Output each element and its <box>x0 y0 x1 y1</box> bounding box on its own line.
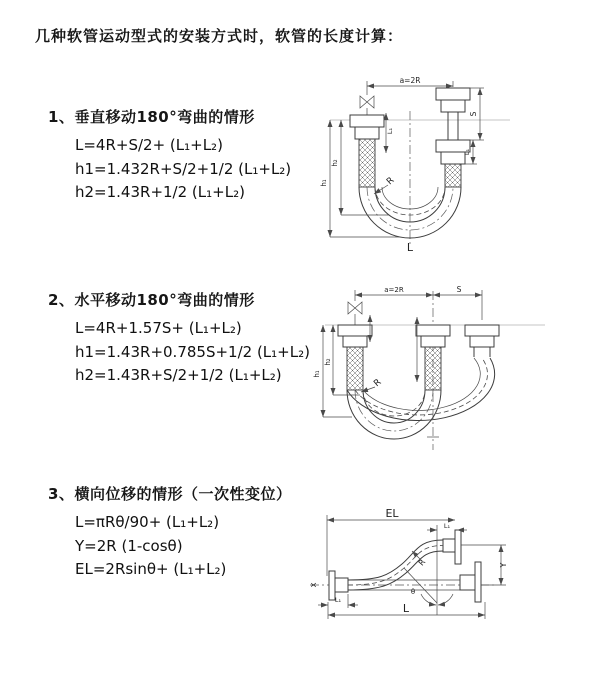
dim-label-Y: Y <box>499 562 508 568</box>
dimension-EL <box>327 507 455 576</box>
braided-hose-left <box>359 139 375 187</box>
braided-hose-right <box>445 164 461 187</box>
section-3-number: 3、 <box>48 485 75 503</box>
dim-label-h2: h₂ <box>324 358 332 366</box>
section-2-title: 水平移动180°弯曲的情形 <box>74 291 255 309</box>
diagram-lateral-displacement <box>300 488 600 653</box>
angle-theta <box>411 588 453 605</box>
dim-label-S: S <box>469 111 478 117</box>
diagram-horizontal-180-bend <box>310 278 600 468</box>
section-2-formula-h1: h1=1.43R+0.785S+1/2 (L₁+L₂) <box>75 342 310 361</box>
braided-hose-left <box>347 347 363 390</box>
left-pipe-fitting <box>338 325 372 390</box>
section-1-formula-L: L=4R+S/2+ (L₁+L₂) <box>75 136 223 154</box>
hose-u-bend-curves <box>347 358 495 439</box>
dim-label-a2r: a=2R <box>384 286 404 294</box>
hose-s-curve <box>348 540 443 590</box>
dim-label-h1: h₁ <box>320 179 328 187</box>
section-3-formula-L: L=πRθ/90+ (L₁+L₂) <box>75 513 220 531</box>
dim-label-h2: h₂ <box>331 159 339 167</box>
diagram-vertical-180-bend <box>310 65 600 265</box>
dimension-fitting-left <box>386 113 394 153</box>
dimension-stroke-S <box>469 88 484 140</box>
radius-callout <box>404 551 437 603</box>
valve-icon <box>348 302 362 325</box>
page-title: 几种软管运动型式的安装方式时，软管的长度计算： <box>35 27 404 45</box>
dim-label-h1: h₁ <box>313 370 321 378</box>
radius-label: R <box>416 557 428 568</box>
section-2-formula-L: L=4R+1.57S+ (L₁+L₂) <box>75 319 242 337</box>
section-3-formula-EL: EL=2Rsinθ+ (L₁+L₂) <box>75 560 227 578</box>
section-1-formula-h2: h2=1.43R+1/2 (L₁+L₂) <box>75 183 245 201</box>
section-3-title: 横向位移的情形（一次性变位） <box>74 485 292 503</box>
angle-label: θ <box>410 588 416 596</box>
dim-label-L1-top: L₁ <box>443 522 451 530</box>
dim-label-L: L <box>402 602 410 615</box>
section-1-number: 1、 <box>48 108 75 126</box>
dim-label-L1-left: L₁ <box>334 596 342 604</box>
right-pipe-fitting <box>436 88 470 187</box>
valve-icon <box>360 96 374 115</box>
right-pipe-fitting <box>465 325 499 357</box>
dim-label-a2r: a=2R <box>399 76 421 85</box>
dim-label-S: S <box>456 285 462 294</box>
radius-callout <box>361 378 383 392</box>
dimension-width-a2r <box>355 286 482 320</box>
braided-hose-middle <box>425 347 441 390</box>
length-label: L <box>406 241 414 254</box>
original-pipe-position <box>348 562 481 602</box>
section-3-formula-Y: Y=2R (1-cosθ) <box>75 536 183 555</box>
dim-label-L1-left: L₁ <box>386 127 394 135</box>
section-2-number: 2、 <box>48 291 75 309</box>
dimension-L <box>328 602 485 619</box>
radius-label: R <box>385 175 397 188</box>
radius-callout <box>374 176 396 194</box>
section-1-title: 垂直移动180°弯曲的情形 <box>74 108 255 126</box>
dimension-fitting-left <box>318 594 358 608</box>
section-1-formula-h1: h1=1.432R+S/2+1/2 (L₁+L₂) <box>75 159 292 178</box>
section-2-formula-h2: h2=1.43R+S/2+1/2 (L₁+L₂) <box>75 366 282 384</box>
left-pipe-fitting <box>350 115 384 187</box>
displaced-flange <box>443 530 461 564</box>
dimension-stroke-S <box>433 285 482 295</box>
dim-label-EL: EL <box>385 507 399 520</box>
axis-label-X: X <box>310 582 318 588</box>
dim-label-L1-right: L₁ <box>463 148 471 156</box>
radius-label: R <box>372 377 384 390</box>
middle-pipe-fitting <box>416 325 450 390</box>
